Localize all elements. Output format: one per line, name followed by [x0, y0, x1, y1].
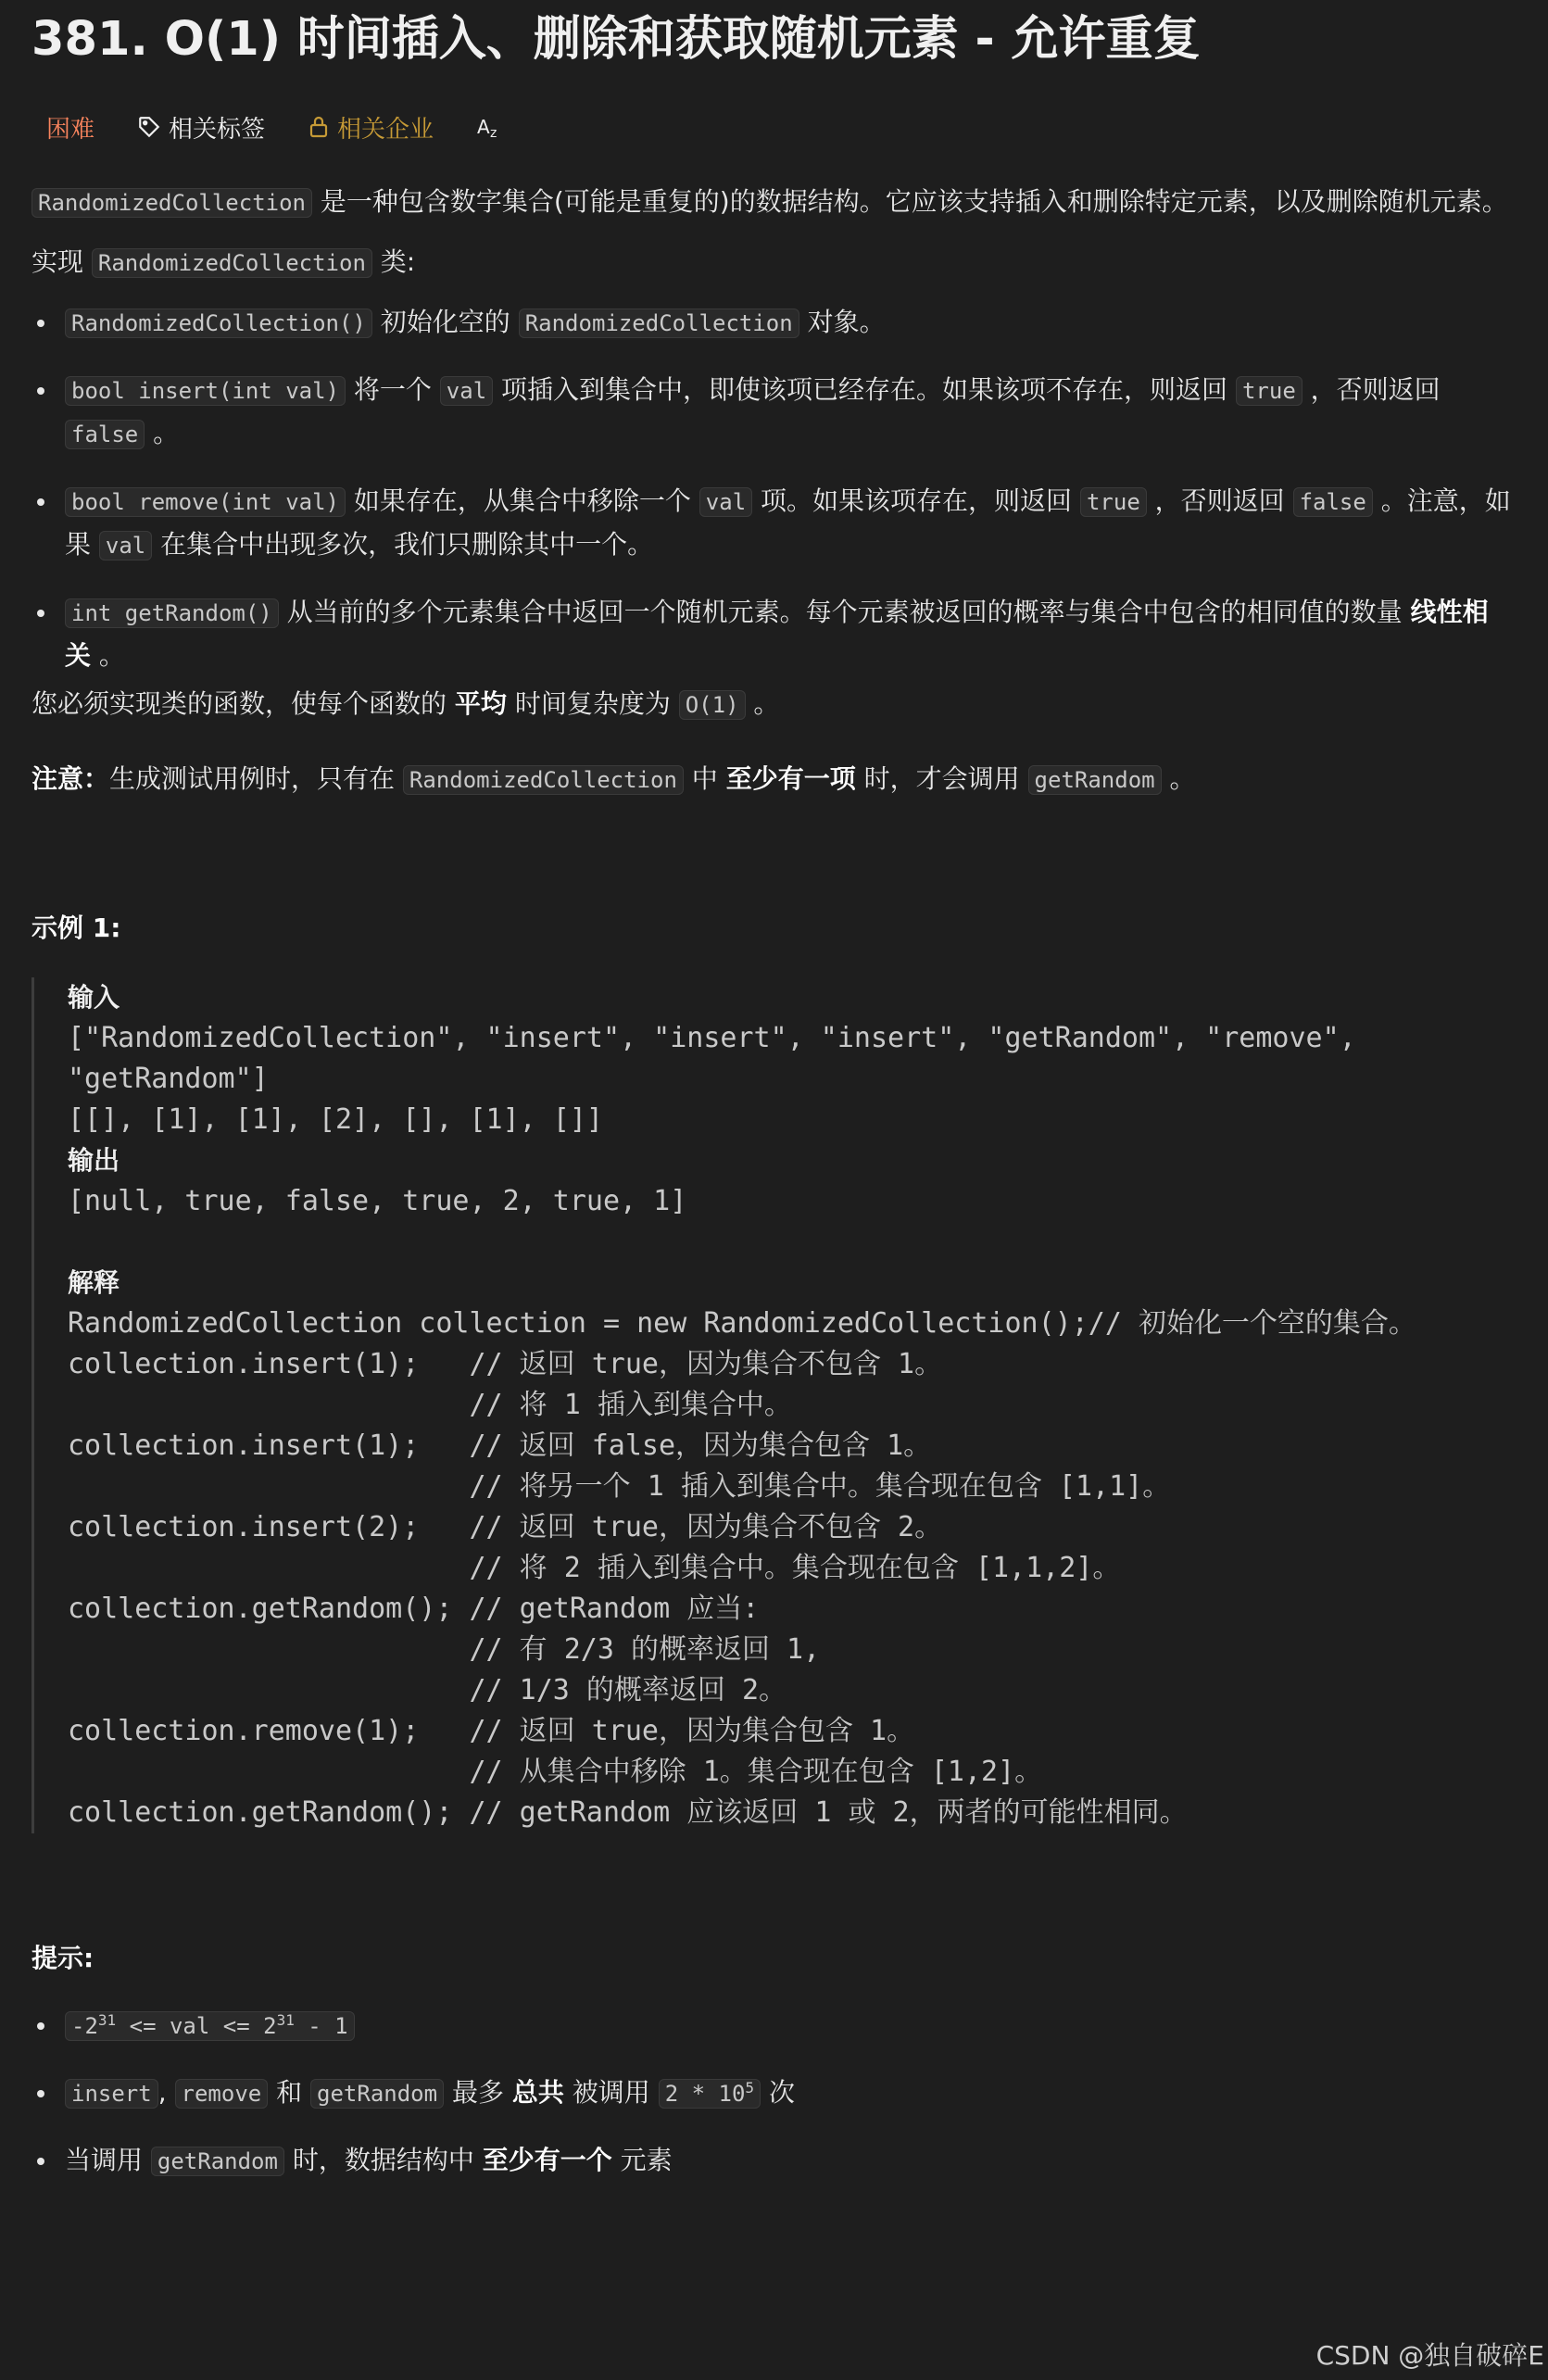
translate-button[interactable] — [476, 115, 511, 139]
example-heading — [31, 907, 1514, 950]
related-companies-label: 相关企业 — [337, 115, 434, 144]
inline-code: O(1) — [679, 690, 746, 720]
explanation-line: // 将 1 插入到集合中。 — [68, 1389, 792, 1421]
constraint-item — [31, 2004, 1514, 2047]
explanation-line: collection.getRandom(); // getRandom 应该返回 1 或 2，两者的可能性相同。 — [68, 1796, 1188, 1829]
explanation-line: collection.getRandom(); // getRandom 应当: — [68, 1593, 760, 1625]
inline-code: RandomizedCollection — [403, 765, 684, 795]
superscript: 5 — [745, 2079, 755, 2097]
method-signature: RandomizedCollection() — [65, 309, 372, 338]
example-block — [31, 977, 1514, 1833]
implement-prefix: 实现 — [31, 246, 92, 277]
inline-code: val — [699, 487, 752, 517]
superscript: 31 — [97, 2011, 117, 2029]
explanation-line: // 有 2/3 的概率返回 1, — [68, 1633, 821, 1666]
note-paragraph — [31, 758, 1514, 801]
explanation-line: collection.remove(1); // 返回 true，因为集合包含 1。 — [68, 1715, 915, 1747]
complexity-prefix: 您必须实现类的函数，使每个函数的 — [31, 688, 455, 719]
input-line: "getRandom"] — [68, 1063, 269, 1095]
explanation-line: // 1/3 的概率返回 2。 — [68, 1674, 787, 1706]
inline-code: RandomizedCollection — [92, 248, 372, 278]
bold-text: 总共 — [511, 2077, 564, 2108]
output-line: [null, true, false, true, 2, true, 1] — [68, 1185, 687, 1217]
explanation-line: // 将另一个 1 插入到集合中。集合现在包含 [1,1]。 — [68, 1470, 1171, 1503]
bold-text: 至少有一项 — [725, 763, 856, 794]
constraint-item — [31, 2071, 1514, 2115]
method-text: 项插入到集合中，即使该项已经存在。如果该项不存在，则返回 — [493, 374, 1236, 405]
method-text: 初始化空的 — [371, 307, 519, 337]
output-label: 输出 — [68, 1145, 120, 1176]
method-item — [31, 301, 1514, 345]
inline-code: remove — [175, 2079, 269, 2109]
text: 元素 — [611, 2145, 673, 2175]
text: 当调用 — [65, 2145, 151, 2175]
translate-icon — [476, 115, 504, 139]
bold-text: 线性相关 — [65, 597, 1489, 671]
text: 被调用 — [563, 2077, 659, 2108]
explanation-line: collection.insert(1); // 返回 false，因为集合包含 1。 — [68, 1429, 932, 1462]
implement-paragraph — [31, 241, 1514, 284]
separator: , — [157, 2077, 175, 2108]
inline-code: getRandom — [310, 2079, 444, 2109]
text: 时，数据结构中 — [283, 2145, 483, 2175]
inline-code: true — [1236, 376, 1303, 406]
inline-code: getRandom — [151, 2147, 284, 2176]
input-line: ["RandomizedCollection", "insert", "insert", "insert", "getRandom", "remove", — [68, 1022, 1356, 1054]
tag-icon — [137, 115, 161, 139]
code-text: <= val <= 2 — [116, 2013, 277, 2039]
implement-suffix: 类: — [371, 246, 416, 277]
difficulty-badge: 困难 — [46, 115, 95, 144]
complexity-suffix: 。 — [745, 688, 780, 719]
method-text: 如果存在，从集合中移除一个 — [345, 485, 699, 516]
note-text: 时，才会调用 — [855, 763, 1028, 794]
method-item — [31, 480, 1514, 567]
method-text: 对象。 — [799, 307, 886, 337]
input-line: [[], [1], [1], [2], [], [1], []] — [68, 1103, 603, 1136]
note-text: 生成测试用例时，只有在 — [109, 763, 403, 794]
inline-code: insert — [65, 2079, 158, 2109]
related-tags-button[interactable] — [137, 110, 265, 145]
input-lines — [68, 1018, 1514, 1140]
problem-title: 381. O(1) 时间插入、删除和获取随机元素 - 允许重复 — [31, 12, 1201, 67]
hints-heading-text: 提示: — [31, 1943, 94, 1973]
note-label: 注意： — [31, 763, 110, 794]
problem-description — [31, 181, 1514, 2183]
method-item — [31, 591, 1514, 677]
related-tags-label: 相关标签 — [169, 115, 266, 144]
method-text: ，否则返回 — [1146, 485, 1293, 516]
method-text: 。注意，如果 — [65, 485, 1511, 560]
inline-code: RandomizedCollection — [31, 188, 312, 218]
text: 和 — [268, 2077, 311, 2108]
explanation-line: // 将 2 插入到集合中。集合现在包含 [1,1,2]。 — [68, 1552, 1121, 1584]
explanation-line: RandomizedCollection collection = new RandomizedCollection();// 初始化一个空的集合。 — [68, 1307, 1416, 1340]
tag-bar — [46, 104, 554, 150]
input-label: 输入 — [68, 982, 120, 1013]
inline-code — [65, 2011, 355, 2041]
inline-code: true — [1080, 487, 1147, 517]
method-text: ，否则返回 — [1302, 374, 1441, 405]
inline-code: val — [99, 531, 152, 560]
code-text: 2 * 10 — [664, 2081, 746, 2107]
method-text: 。 — [91, 640, 125, 671]
inline-code: false — [1293, 487, 1373, 517]
inline-code: RandomizedCollection — [519, 309, 799, 338]
explanation-line: collection.insert(1); // 返回 true，因为集合不包含 1。 — [68, 1348, 943, 1380]
method-text: 从当前的多个元素集合中返回一个随机元素。每个元素被返回的概率与集合中包含的相同值的数量 — [278, 597, 1411, 627]
text: 次 — [761, 2077, 795, 2108]
method-text: 在集合中出现多次，我们只删除其中一个。 — [152, 529, 654, 560]
inline-code: getRandom — [1028, 765, 1162, 795]
svg-text:A: A — [477, 116, 490, 138]
lock-icon — [308, 115, 330, 139]
inline-code — [659, 2079, 761, 2109]
method-signature: bool remove(int val) — [65, 487, 346, 517]
complexity-middle: 时间复杂度为 — [506, 688, 679, 719]
method-text: 。 — [145, 418, 180, 448]
watermark: CSDN @独自破碎E — [1315, 2340, 1544, 2371]
explanation-label: 解释 — [68, 1267, 120, 1298]
explanation-line: // 从集合中移除 1。集合现在包含 [1,2]。 — [68, 1756, 1043, 1788]
code-text: -2 — [71, 2013, 98, 2039]
constraint-list — [31, 2004, 1514, 2183]
svg-text:z: z — [490, 126, 497, 139]
method-text: 将一个 — [345, 374, 440, 405]
bold-text: 至少有一个 — [482, 2145, 612, 2175]
inline-code: val — [440, 376, 493, 406]
note-text: 。 — [1161, 763, 1196, 794]
bold-text: 平均 — [454, 688, 507, 719]
intro-paragraph — [31, 181, 1514, 224]
method-signature: int getRandom() — [65, 598, 279, 628]
hints-heading — [31, 1937, 1514, 1980]
method-list — [31, 301, 1514, 677]
method-item — [31, 369, 1514, 456]
explanation-line: collection.insert(2); // 返回 true，因为集合不包含 2。 — [68, 1511, 943, 1543]
related-companies-button[interactable] — [308, 110, 434, 145]
method-text: 项。如果该项存在，则返回 — [752, 485, 1080, 516]
constraint-item — [31, 2139, 1514, 2183]
complexity-paragraph — [31, 683, 1514, 726]
note-text: 中 — [683, 763, 726, 794]
inline-code: false — [65, 420, 145, 449]
text: 最多 — [444, 2077, 512, 2108]
method-signature: bool insert(int val) — [65, 376, 346, 406]
superscript: 31 — [276, 2011, 295, 2029]
example-heading-text: 示例 1: — [31, 913, 121, 943]
intro-text: 是一种包含数字集合(可能是重复的)的数据结构。它应该支持插入和删除特定元素，以及删除随机元素。 — [311, 186, 1508, 217]
code-text: - 1 — [294, 2013, 348, 2039]
explanation-lines — [68, 1303, 1514, 1833]
